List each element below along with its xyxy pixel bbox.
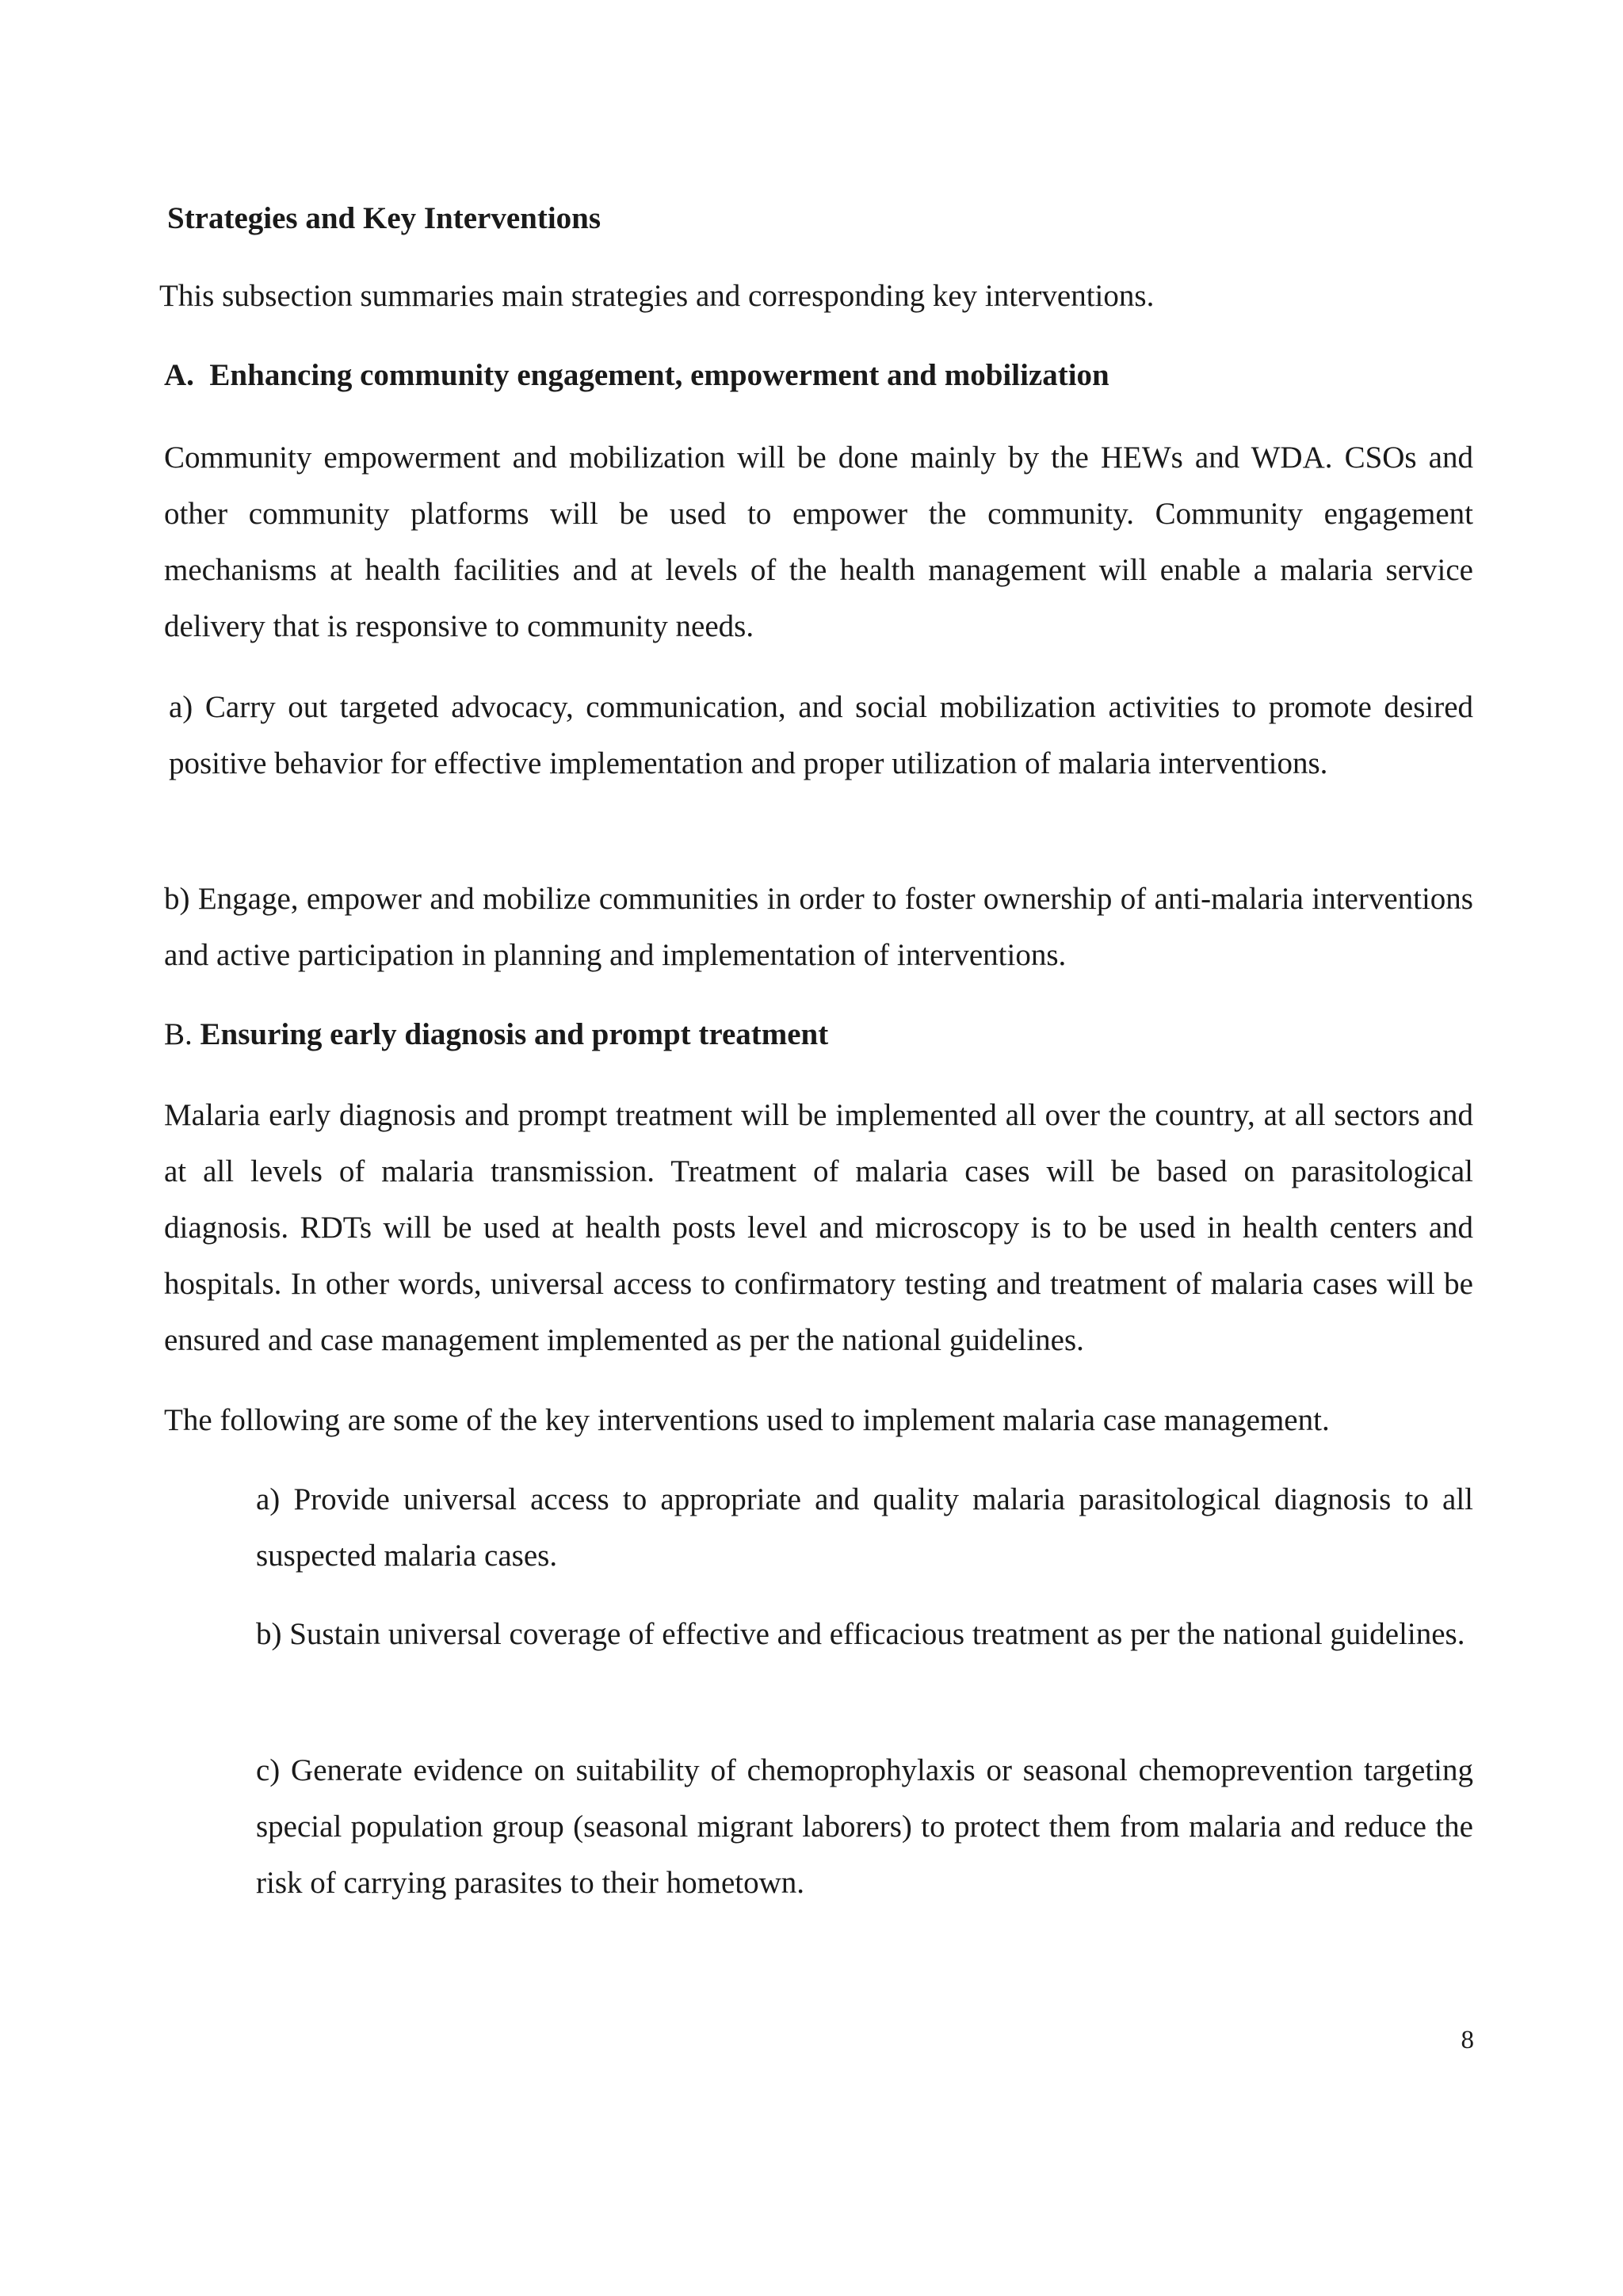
section-b-marker: B. bbox=[164, 1017, 193, 1051]
section-a-marker: A. bbox=[164, 358, 194, 392]
section-heading: Strategies and Key Interventions bbox=[167, 201, 601, 235]
section-a-paragraph: Community empowerment and mobilization will be done mainly by the HEWs and WDA. CSOs and other community platforms will be used to empower the community. Community engagement mechanisms at health facilities and at levels of the health management will enable a malaria service delivery that is responsive to community needs. bbox=[164, 441, 1473, 643]
section-b-item-c: c) Generate evidence on suitability of chemoprophylaxis or seasonal chemoprevention targeting special population group (seasonal migrant laborers) to protect them from malaria and reduce the risk of carrying parasites to their hometown. bbox=[256, 1753, 1473, 1900]
intro-paragraph: This subsection summaries main strategies and corresponding key interventions. bbox=[159, 279, 1155, 313]
section-a-title: Enhancing community engagement, empowerment and mobilization bbox=[209, 358, 1109, 392]
section-b-item-b: b) Sustain universal coverage of effective and efficacious treatment as per the national guidelines. bbox=[256, 1617, 1465, 1651]
section-a-item-b: b) Engage, empower and mobilize communities in order to foster ownership of anti-malaria interventions and active participation in planning and implementation of interventions. bbox=[164, 882, 1473, 972]
section-b-lead-in: The following are some of the key interventions used to implement malaria case management. bbox=[164, 1403, 1330, 1437]
section-b-heading bbox=[164, 1006, 1473, 1062]
section-b-title: Ensuring early diagnosis and prompt treatment bbox=[200, 1017, 829, 1051]
section-b-item-a: a) Provide universal access to appropriate and quality malaria parasitological diagnosis to all suspected malaria cases. bbox=[256, 1482, 1473, 1573]
section-b-paragraph: Malaria early diagnosis and prompt treatment will be implemented all over the country, at all sectors and at all levels of malaria transmission. Treatment of malaria cases will be based on parasitological diagnosis. RDTs will be used at health posts level and microscopy is to be used in health centers and hospitals. In other words, universal access to confirmatory testing and treatment of malaria cases will be ensured and case management implemented as per the national guidelines. bbox=[164, 1098, 1473, 1357]
section-a-heading bbox=[164, 347, 1473, 403]
section-a-item-a: a) Carry out targeted advocacy, communication, and social mobilization activities to promote desired positive behavior for effective implementation and proper utilization of malaria interventions. bbox=[169, 690, 1473, 780]
page-number: 8 bbox=[1461, 2026, 1474, 2054]
